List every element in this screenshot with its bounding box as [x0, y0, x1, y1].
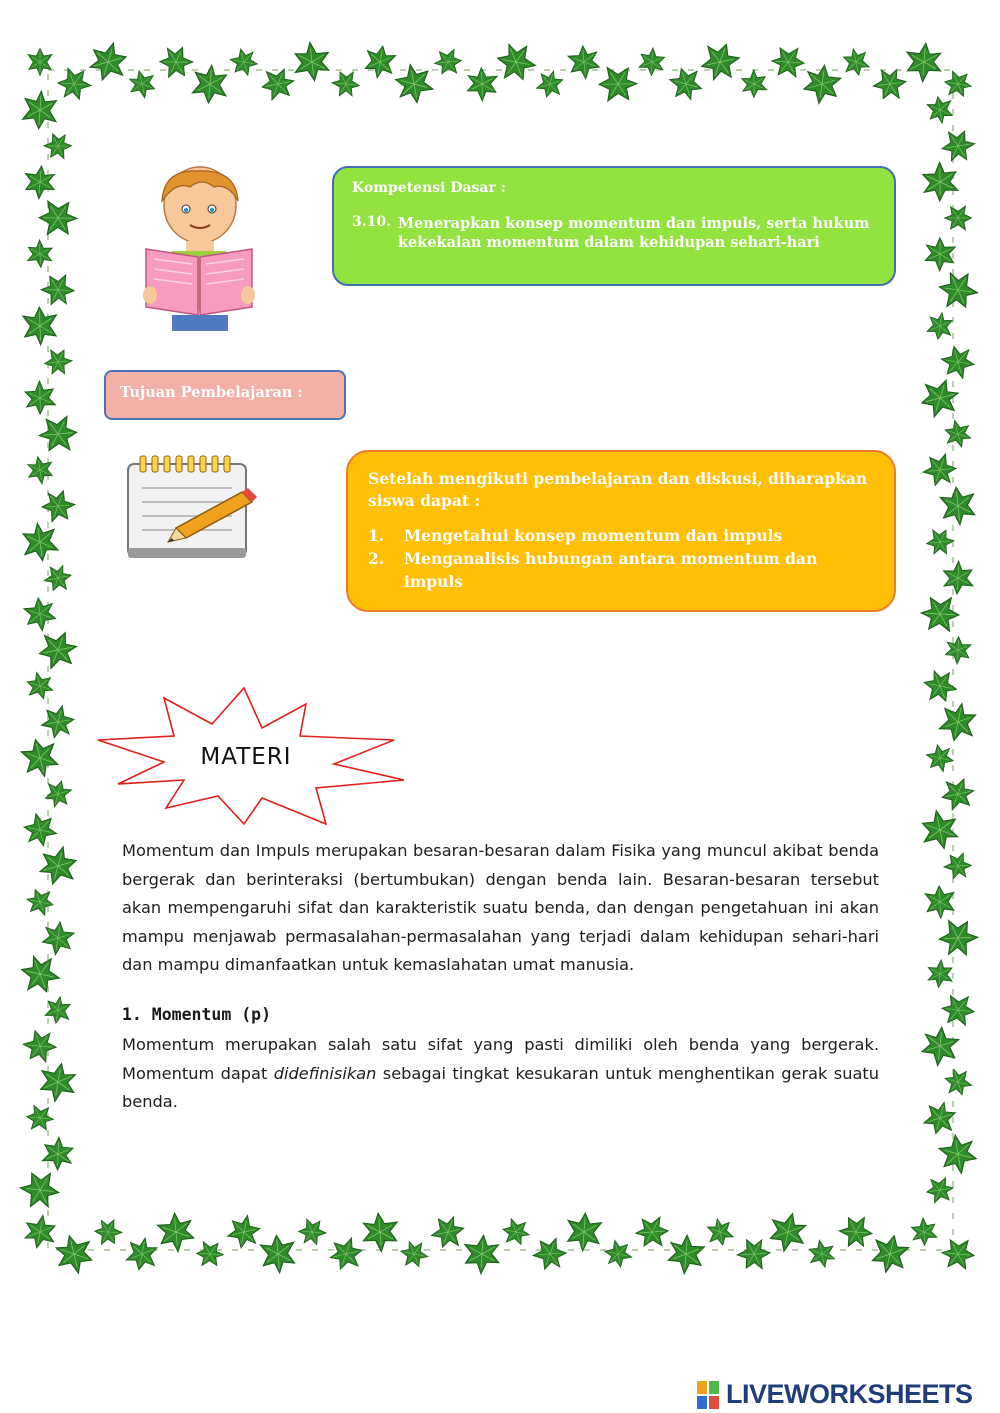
ivy-leaf — [19, 736, 61, 781]
ivy-leaf — [389, 59, 440, 109]
ivy-leaf — [22, 90, 58, 130]
goal-number: 2. — [368, 549, 385, 568]
ivy-leaf — [940, 994, 975, 1026]
learning-goal-item — [368, 547, 878, 593]
goal-number: 1. — [368, 526, 385, 545]
ivy-leaf — [942, 1065, 973, 1098]
goal-text: Mengetahui konsep momentum dan impuls — [404, 526, 783, 545]
goal-text: Menganalisis hubungan antara momentum dan impuls — [404, 549, 818, 591]
ivy-leaf — [906, 1214, 942, 1249]
ivy-leaf — [151, 1207, 201, 1257]
ivy-leaf — [936, 340, 979, 383]
ivy-leaf — [39, 201, 77, 235]
learning-goals-list — [368, 524, 878, 593]
ivy-leaf — [764, 1210, 811, 1255]
ivy-leaf — [661, 1229, 711, 1279]
liveworksheets-logo — [696, 1378, 996, 1410]
ivy-leaf — [19, 162, 61, 203]
learning-goal-item — [368, 524, 878, 547]
ivy-leaf — [919, 233, 962, 275]
ivy-leaf — [329, 67, 363, 102]
ivy-leaf — [916, 808, 963, 853]
ivy-leaf — [805, 1238, 839, 1270]
ivy-leaf — [915, 158, 965, 207]
ivy-leaf — [288, 39, 337, 86]
ivy-leaf — [125, 68, 159, 100]
ivy-leaf — [23, 670, 56, 701]
momentum-definition — [122, 1031, 879, 1117]
ivy-leaf — [938, 125, 977, 166]
liveworksheets-logo-text: LIVEWORKSHEETS — [726, 1379, 973, 1409]
ivy-leaf — [51, 1232, 98, 1276]
ivy-leaf — [363, 44, 397, 81]
ivy-leaf — [226, 44, 262, 80]
ivy-leaf — [85, 41, 131, 84]
materi-label: MATERI — [200, 744, 292, 770]
ivy-leaf — [41, 128, 76, 164]
ivy-leaf — [933, 1129, 984, 1179]
ivy-leaf — [38, 416, 79, 453]
ivy-leaf — [939, 777, 977, 812]
ivy-leaf — [37, 269, 78, 312]
tujuan-pembelajaran-label: Tujuan Pembelajaran : — [120, 384, 303, 401]
ivy-leaf — [599, 67, 637, 101]
learning-goals-box — [346, 450, 896, 612]
ivy-leaf — [943, 70, 973, 98]
kompetensi-number: 3.10. — [352, 214, 391, 230]
ivy-leaf — [937, 557, 979, 598]
ivy-leaf — [23, 454, 57, 487]
momentum-definition-part: Momentum merupakan salah satu sifat yang pasti dimiliki oleh benda yang bergerak. Momentum dapat — [122, 1035, 879, 1083]
ivy-leaf — [53, 62, 95, 105]
ivy-leaf — [925, 885, 955, 919]
ivy-leaf — [529, 1232, 571, 1275]
ivy-leaf — [37, 484, 79, 527]
ivy-leaf — [22, 237, 57, 271]
ivy-leaf — [42, 561, 74, 595]
ivy-leaf — [919, 448, 962, 491]
ivy-leaf — [836, 1211, 877, 1253]
ivy-leaf — [940, 632, 976, 667]
ivy-leaf — [20, 1213, 61, 1252]
ivy-leaf — [28, 49, 52, 76]
ivy-leaf — [36, 1133, 79, 1175]
ivy-leaf — [926, 95, 954, 125]
ivy-leaf — [17, 1166, 64, 1215]
materi-starburst — [94, 684, 410, 830]
ivy-leaf — [797, 59, 848, 109]
ivy-leaf — [34, 1059, 82, 1105]
ivy-leaf — [500, 1217, 531, 1246]
ivy-leaf — [771, 47, 805, 78]
momentum-section-heading: 1. Momentum (p) — [122, 1005, 272, 1024]
ivy-leaf — [940, 848, 975, 884]
ivy-leaf — [869, 1232, 910, 1276]
momentum-definition-part: sebagai tingkat kesukaran untuk menghentikan gerak suatu benda. — [122, 1063, 879, 1111]
ivy-leaf — [260, 1234, 297, 1275]
ivy-leaf — [18, 950, 63, 997]
ivy-leaf — [566, 1212, 602, 1252]
ivy-leaf — [294, 1214, 329, 1250]
ivy-leaf — [945, 206, 972, 230]
ivy-leaf — [36, 630, 80, 670]
ivy-leaf — [635, 1217, 669, 1248]
ivy-leaf — [925, 1176, 955, 1204]
learning-goals-intro: Setelah mengikuti pembelajaran dan diskusi, diharapkan siswa dapat : — [368, 469, 868, 510]
ivy-leaf — [429, 1212, 467, 1252]
ivy-leaf — [923, 957, 958, 991]
ivy-leaf — [899, 38, 948, 85]
ivy-leaf — [398, 1237, 430, 1271]
notepad-pencil-icon — [124, 452, 260, 562]
ivy-leaf — [941, 1238, 976, 1270]
ivy-leaf — [35, 844, 81, 887]
ivy-leaf — [36, 917, 79, 960]
ivy-leaf — [705, 1216, 734, 1247]
boy-reading-illustration — [138, 165, 260, 333]
ivy-leaf — [327, 1236, 365, 1271]
ivy-leaf — [920, 596, 960, 632]
ivy-leaf — [19, 377, 62, 419]
ivy-leaf — [41, 345, 75, 380]
ivy-leaf — [736, 67, 772, 102]
ivy-leaf — [698, 38, 743, 85]
ivy-leaf — [125, 1235, 159, 1272]
ivy-leaf — [535, 68, 565, 100]
ivy-leaf — [493, 38, 538, 86]
ivy-leaf — [433, 49, 462, 76]
ivy-leaf — [917, 377, 962, 419]
ivy-leaf — [355, 1208, 404, 1255]
liveworksheets-logo-icon — [696, 1380, 722, 1410]
ivy-leaf — [939, 485, 976, 526]
ivy-leaf — [841, 46, 870, 77]
ivy-leaf — [934, 913, 982, 963]
ivy-leaf — [19, 1024, 62, 1067]
ivy-leaf — [23, 307, 58, 346]
ivy-leaf — [18, 808, 61, 851]
ivy-leaf — [21, 521, 60, 563]
ivy-leaf — [935, 266, 981, 314]
ivy-leaf — [24, 887, 55, 916]
ivy-leaf — [634, 44, 670, 79]
ivy-leaf — [600, 1236, 636, 1272]
ivy-leaf — [915, 1021, 966, 1071]
ivy-leaf — [938, 700, 979, 744]
tujuan-pembelajaran-label-box — [104, 370, 346, 420]
kompetensi-dasar-title: Kompetensi Dasar : — [352, 180, 506, 196]
ivy-leaf — [562, 41, 605, 84]
kompetensi-text: Menerapkan konsep momentum dan impuls, serta hukum kekekalan momentum dalam kehidupan sehari-hari — [398, 215, 870, 251]
ivy-leaf — [941, 418, 974, 449]
ivy-leaf — [734, 1233, 775, 1275]
ivy-leaf — [155, 41, 197, 84]
ivy-leaf — [923, 525, 957, 560]
ivy-leaf — [18, 593, 61, 636]
momentum-definition-emphasis: didefinisikan — [273, 1063, 377, 1083]
ivy-leaf — [25, 1105, 54, 1132]
ivy-leaf — [870, 63, 910, 105]
ivy-leaf — [91, 1214, 125, 1249]
ivy-leaf — [259, 67, 296, 101]
ivy-leaf — [196, 1241, 224, 1266]
ivy-leaf — [457, 1230, 506, 1278]
ivy-leaf — [36, 700, 79, 743]
ivy-leaf — [222, 1210, 265, 1253]
kompetensi-dasar-box — [332, 166, 896, 286]
ivy-leaf — [926, 311, 954, 341]
materi-paragraph: Momentum dan Impuls merupakan besaran-besaran dalam Fisika yang muncul akibat benda bergerak dan berinteraksi (bertumbukan) dengan benda lain. Besaran-besaran tersebut akan mempengaruhi sifat dan karakteristik suatu benda, dan dengan pengetahuan ini akan mampu menjawab permasalahan-permasalahan yang terjadi dalam kehidupan sehari-hari dan mampu dimanfaatkan untuk kemaslahatan umat manusia. — [122, 841, 879, 974]
